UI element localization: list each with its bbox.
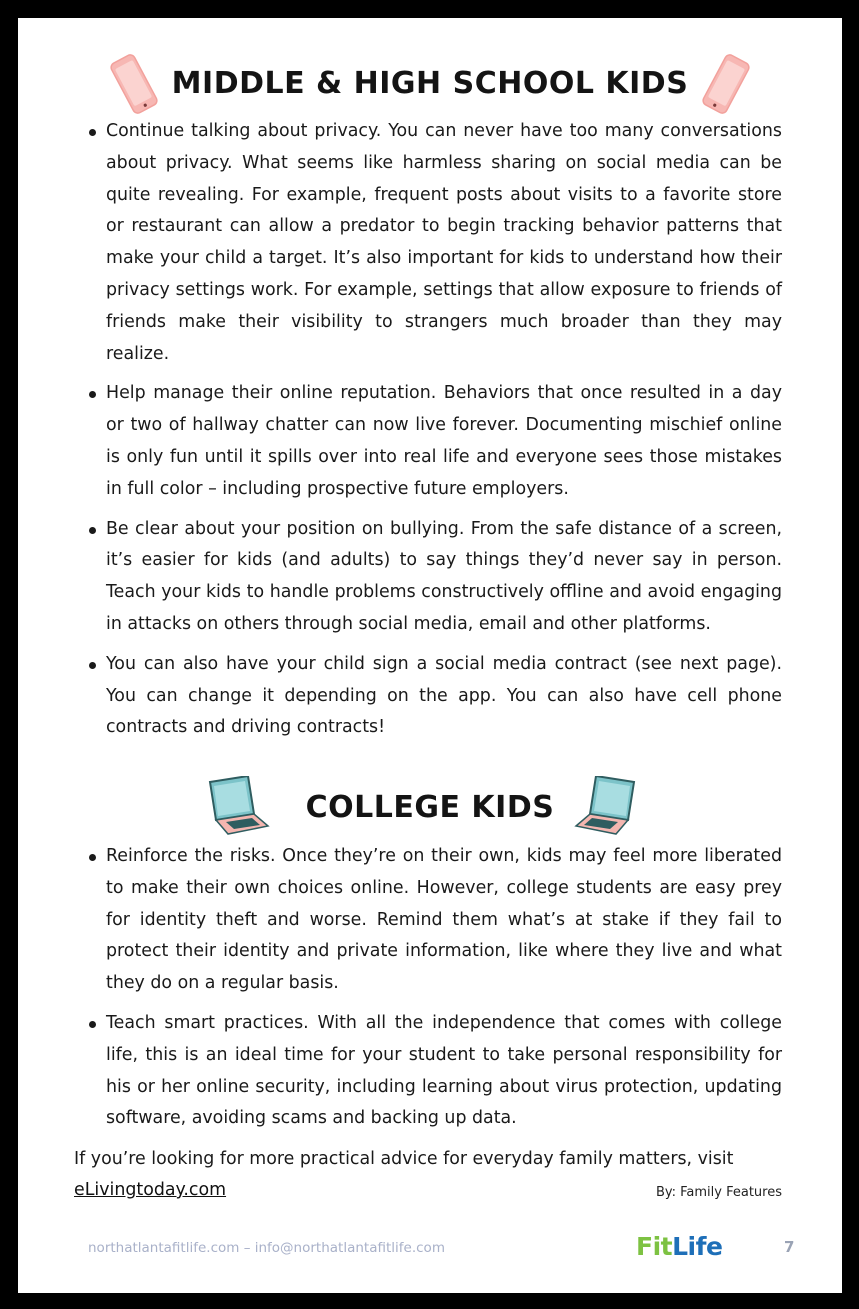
section-heading-middle-high: MIDDLE & HIGH SCHOOL KIDS: [171, 66, 689, 101]
logo-fit: Fit: [636, 1232, 673, 1261]
list-item: Teach smart practices. With all the independence that comes with college life, this is an ideal time for your student to take personal responsibility for his or her online security, including learning about virus protection, updating software, avoiding scams and backing up data.: [86, 1008, 782, 1135]
page: [18, 18, 842, 1293]
logo-life: Life: [672, 1232, 723, 1261]
fitlife-logo: [636, 1232, 722, 1261]
section-heading-college: COLLEGE KIDS: [305, 790, 555, 825]
footer-contact: northatlantafitlife.com – info@northatlantafitlife.com: [88, 1240, 445, 1256]
elivingtoday-link[interactable]: eLivingtoday.com: [74, 1180, 227, 1200]
page-number: 7: [784, 1238, 795, 1256]
closing-text: If you’re looking for more practical advice for everyday family matters, visit: [74, 1149, 734, 1169]
list-item: Continue talking about privacy. You can never have too many conversations about privacy. What seems like harmless sharing on social media can be quite revealing. For example, frequent posts about visits to a favorite store or restaurant can allow a predator to begin tracking behavior patterns that make your child a target. It’s also important for kids to understand how their privacy settings work. For example, settings that allow exposure to friends of friends make their visibility to strangers much broader than they may realize.: [86, 116, 782, 370]
middle-high-list: [86, 116, 782, 752]
byline: By: Family Features: [655, 1185, 782, 1200]
college-list: [86, 841, 782, 1143]
list-item: Be clear about your position on bullying. From the safe distance of a screen, it’s easier for kids (and adults) to say things they’d never say in person. Teach your kids to handle problems constructively offline and avoid engaging in attacks on others through social media, email and other platforms.: [86, 514, 782, 641]
list-item: Reinforce the risks. Once they’re on their own, kids may feel more liberated to make their own choices online. However, college students are easy prey for identity theft and worse. Remind them what’s at stake if they fail to protect their identity and private information, like where they live and what they do on a regular basis.: [86, 841, 782, 1000]
list-item: You can also have your child sign a social media contract (see next page). You can change it depending on the app. You can also have cell phone contracts and driving contracts!: [86, 649, 782, 744]
list-item: Help manage their online reputation. Behaviors that once resulted in a day or two of hallway chatter can now live forever. Documenting mischief online is only fun until it spills over into real life and everyone sees those mistakes in full color – including prospective future employers.: [86, 378, 782, 505]
